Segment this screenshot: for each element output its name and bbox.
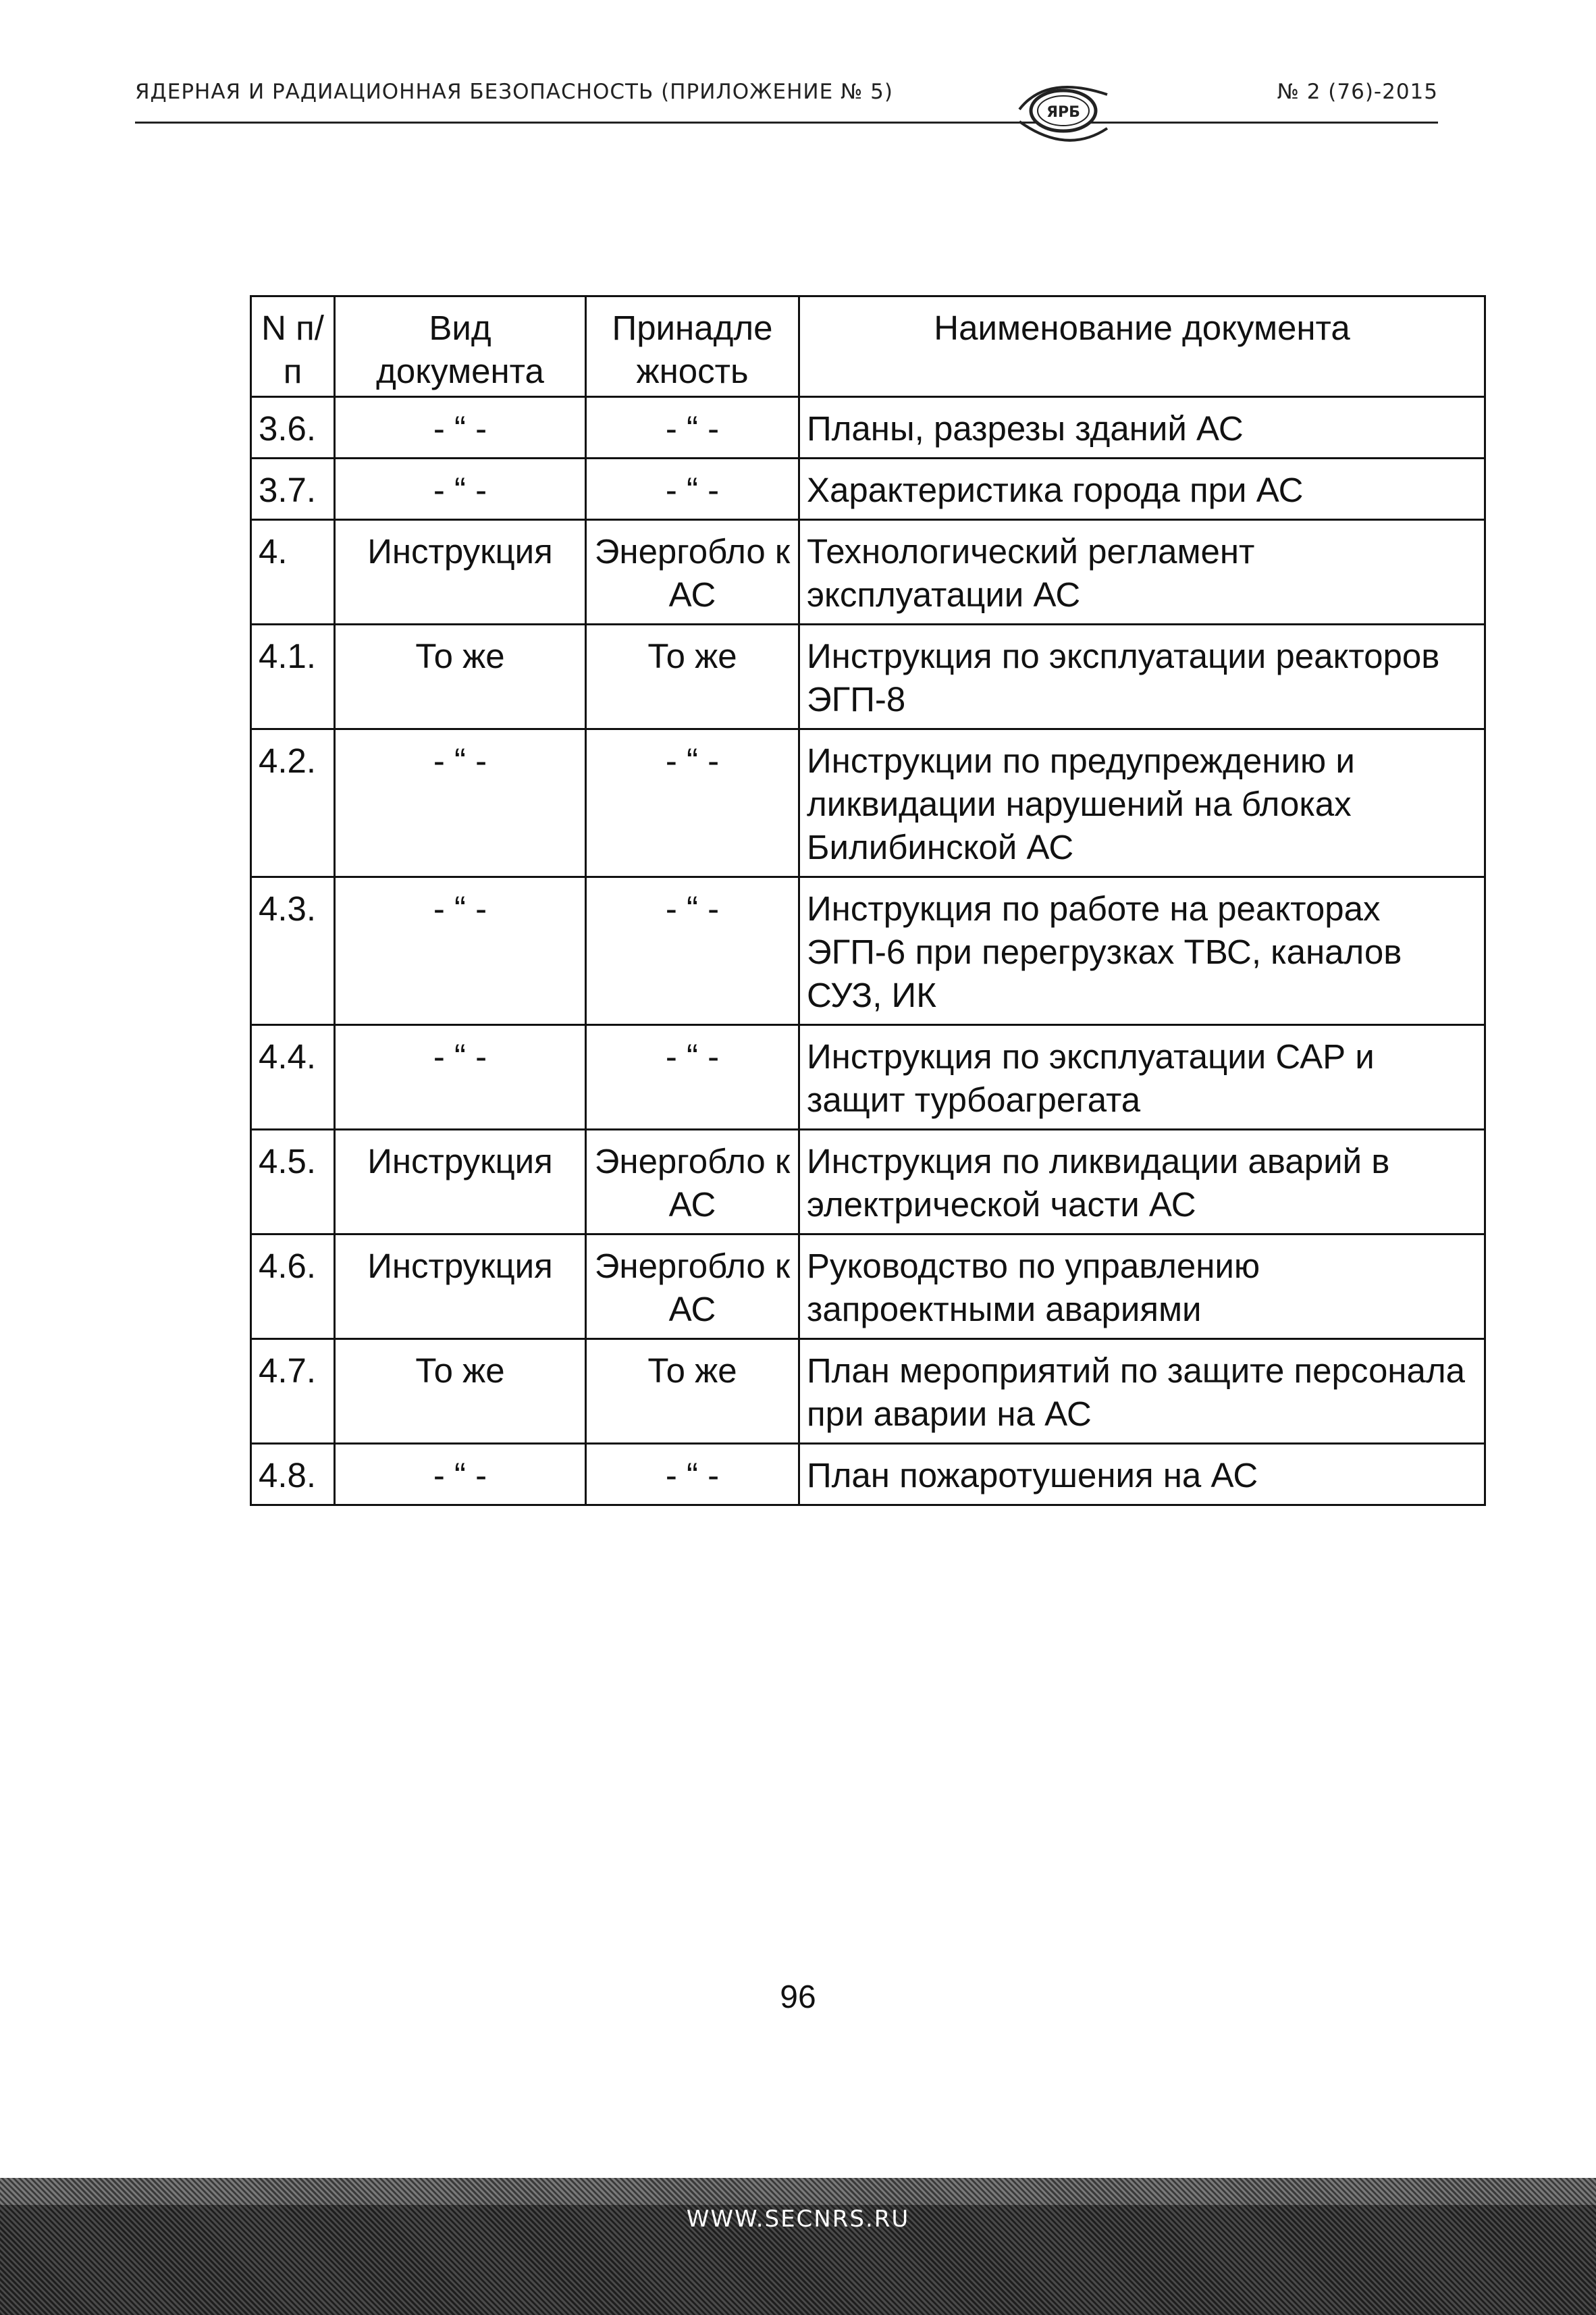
row-type: - “ - [335, 877, 586, 1025]
row-name: Технологический регламент эксплуатации АС [799, 520, 1485, 625]
row-type: То же [335, 625, 586, 729]
row-name: Инструкции по предупреждению и ликвидации нарушений на блоках Билибинской АС [799, 729, 1485, 877]
logo-text: ЯРБ [1046, 104, 1080, 121]
row-owner: То же [586, 1339, 799, 1444]
table-row [251, 1339, 1485, 1444]
row-type: - “ - [335, 729, 586, 877]
header-type: Вид документа [335, 296, 586, 397]
row-owner: - “ - [586, 1444, 799, 1505]
footer-url[interactable]: WWW.SECNRS.RU [686, 2206, 910, 2233]
header-rule [135, 122, 1438, 124]
row-type: - “ - [335, 397, 586, 459]
row-owner: Энергобло к АС [586, 1234, 799, 1339]
table-row [251, 625, 1485, 729]
row-num: 4. [251, 520, 335, 625]
row-owner: - “ - [586, 729, 799, 877]
row-num: 4.2. [251, 729, 335, 877]
table-row [251, 1025, 1485, 1130]
header-name: Наименование документа [799, 296, 1485, 397]
row-name: Планы, разрезы зданий АС [799, 397, 1485, 459]
row-num: 4.1. [251, 625, 335, 729]
table-row [251, 1444, 1485, 1505]
table-row [251, 877, 1485, 1025]
row-num: 3.6. [251, 397, 335, 459]
row-owner: Энергобло к АС [586, 1130, 799, 1234]
row-type: - “ - [335, 459, 586, 520]
row-type: То же [335, 1339, 586, 1444]
table-row [251, 1130, 1485, 1234]
row-type: - “ - [335, 1025, 586, 1130]
row-name: Инструкция по работе на реакторах ЭГП-6 при перегрузках ТВС, каналов СУЗ, ИК [799, 877, 1485, 1025]
table-row [251, 459, 1485, 520]
row-owner: - “ - [586, 877, 799, 1025]
row-name: Инструкция по эксплуатации САР и защит турбоагрегата [799, 1025, 1485, 1130]
row-name: План пожаротушения на АС [799, 1444, 1485, 1505]
table-row [251, 397, 1485, 459]
row-type: Инструкция [335, 1234, 586, 1339]
page-number: 96 [780, 1979, 816, 2015]
row-num: 4.7. [251, 1339, 335, 1444]
documents-table [250, 295, 1486, 1506]
journal-title: ЯДЕРНАЯ И РАДИАЦИОННАЯ БЕЗОПАСНОСТЬ (ПРИЛОЖЕНИЕ № 5) [135, 80, 893, 104]
page-header [135, 80, 1438, 134]
row-type: - “ - [335, 1444, 586, 1505]
row-owner: - “ - [586, 1025, 799, 1130]
issue-number: № 2 (76)-2015 [1277, 80, 1438, 104]
journal-logo [1006, 68, 1121, 155]
header-num: N п/п [251, 296, 335, 397]
row-num: 4.6. [251, 1234, 335, 1339]
row-owner: Энергобло к АС [586, 520, 799, 625]
row-name: Инструкция по ликвидации аварий в электрической части АС [799, 1130, 1485, 1234]
row-num: 4.5. [251, 1130, 335, 1234]
row-owner: То же [586, 625, 799, 729]
table-header-row [251, 296, 1485, 397]
header-owner: Принадле жность [586, 296, 799, 397]
row-owner: - “ - [586, 459, 799, 520]
row-name: Характеристика города при АС [799, 459, 1485, 520]
row-num: 4.4. [251, 1025, 335, 1130]
row-owner: - “ - [586, 397, 799, 459]
row-type: Инструкция [335, 520, 586, 625]
table-row [251, 1234, 1485, 1339]
footer-band [0, 2178, 1596, 2315]
row-name: План мероприятий по защите персонала при аварии на АС [799, 1339, 1485, 1444]
row-name: Руководство по управлению запроектными авариями [799, 1234, 1485, 1339]
table-row [251, 729, 1485, 877]
row-num: 3.7. [251, 459, 335, 520]
row-num: 4.3. [251, 877, 335, 1025]
row-type: Инструкция [335, 1130, 586, 1234]
row-name: Инструкция по эксплуатации реакторов ЭГП-8 [799, 625, 1485, 729]
row-num: 4.8. [251, 1444, 335, 1505]
table-row [251, 520, 1485, 625]
